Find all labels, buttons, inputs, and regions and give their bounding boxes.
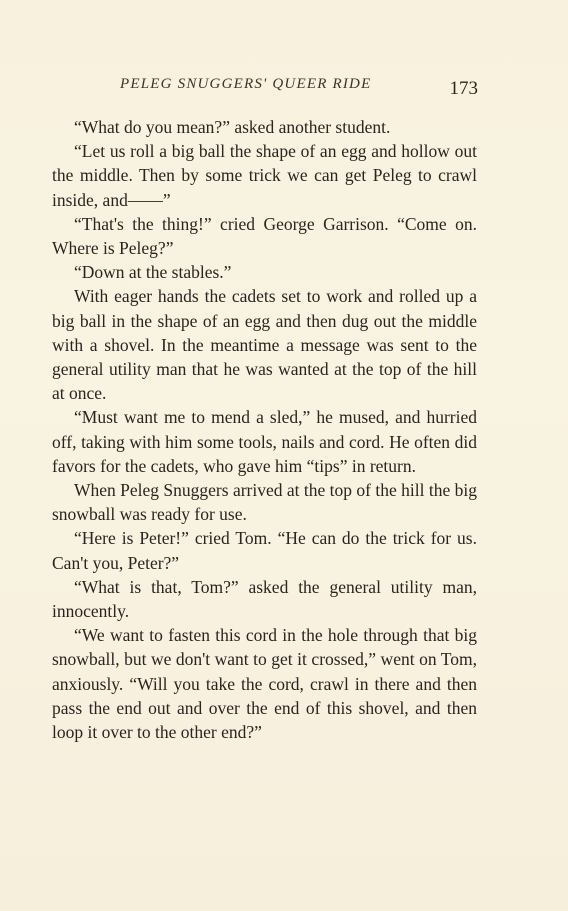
paragraph: “Must want me to mend a sled,” he mused, and hurried off, taking with him some tools, nails and cord. He often did favors for the cadets, who gave him “tips” in return. xyxy=(52,407,477,476)
paragraph: “Here is Peter!” cried Tom. “He can do the trick for us. Can't you, Peter?” xyxy=(52,528,477,573)
paragraph: “What do you mean?” asked another student. xyxy=(74,117,391,137)
paragraph: “We want to fasten this cord in the hole through that big snowball, but we don't want to get it crossed,” went on Tom, anxiously. “Will you take the cord, crawl in there and then pass the end out and over the end of this shovel, and then loop it over to the other end?” xyxy=(52,625,477,743)
paragraph: “That's the thing!” cried George Garrison. “Come on. Where is Peleg?” xyxy=(52,213,477,259)
paragraph: “Down at the stables.” xyxy=(74,262,232,283)
paragraph: When Peleg Snuggers arrived at the top of the hill the big snowball was ready for use. xyxy=(52,480,477,525)
paragraph: “Let us roll a big ball the shape of an egg and hollow out the middle. Then by some trick we can get Peleg to crawl inside, and——” xyxy=(52,141,477,210)
running-title: PELEG SNUGGERS' QUEER RIDE xyxy=(120,76,372,92)
page-header xyxy=(120,76,490,100)
page-number: 173 xyxy=(449,78,478,99)
paragraph: With eager hands the cadets set to work and rolled up a big ball in the shape of an egg and then dug out the middle with a shovel. In the meantime a message was sent to the general utility man that he was wanted at the top of the hill at once. xyxy=(52,286,477,404)
paragraph: “What is that, Tom?” asked the general utility man, innocently. xyxy=(52,576,477,622)
body-text xyxy=(52,115,477,744)
